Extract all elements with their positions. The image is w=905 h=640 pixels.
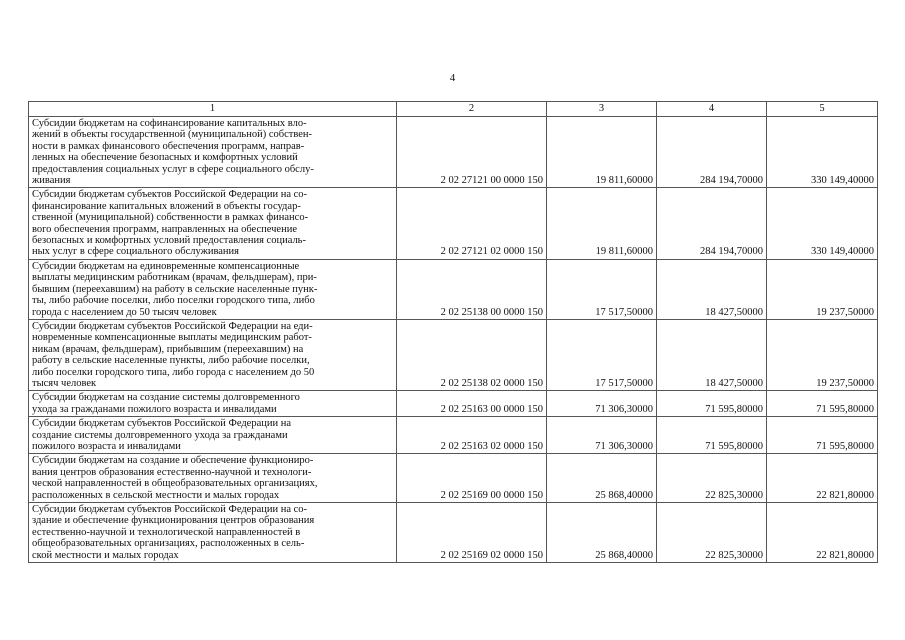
row-value-year-1: 17 517,50000 — [547, 319, 657, 390]
row-value-year-2: 22 825,30000 — [657, 454, 767, 503]
row-value-year-1: 25 868,40000 — [547, 503, 657, 563]
row-value-year-2: 284 194,70000 — [657, 117, 767, 188]
row-value-year-3: 19 237,50000 — [767, 319, 878, 390]
row-classification-code: 2 02 25169 00 0000 150 — [397, 454, 547, 503]
column-header: 1 — [29, 102, 397, 117]
row-classification-code: 2 02 27121 02 0000 150 — [397, 188, 547, 259]
row-classification-code: 2 02 27121 00 0000 150 — [397, 117, 547, 188]
table-row — [29, 259, 878, 319]
row-description: Субсидии бюджетам субъектов Российской Федерации на создание системы долговременного ухода за гражданами пожилого возраста и инвалидами — [29, 417, 397, 454]
table-row — [29, 503, 878, 563]
row-classification-code: 2 02 25163 02 0000 150 — [397, 417, 547, 454]
column-header: 4 — [657, 102, 767, 117]
row-value-year-3: 71 595,80000 — [767, 391, 878, 417]
table-row — [29, 454, 878, 503]
row-value-year-1: 71 306,30000 — [547, 417, 657, 454]
column-header: 3 — [547, 102, 657, 117]
row-value-year-2: 18 427,50000 — [657, 259, 767, 319]
table-row — [29, 117, 878, 188]
table-row — [29, 391, 878, 417]
row-classification-code: 2 02 25163 00 0000 150 — [397, 391, 547, 417]
row-value-year-3: 71 595,80000 — [767, 417, 878, 454]
row-classification-code: 2 02 25138 00 0000 150 — [397, 259, 547, 319]
row-value-year-1: 19 811,60000 — [547, 117, 657, 188]
row-value-year-3: 22 821,80000 — [767, 503, 878, 563]
row-description: Субсидии бюджетам субъектов Российской Федерации на со- здание и обеспечение функционирования центров образования естественно-научной и технологической направленностей в общеобразовательных организациях, расположенных в сель- ской местности и малых городах — [29, 503, 397, 563]
row-description: Субсидии бюджетам на софинансирование капитальных вло- жений в объекты государственной (муниципальной) собствен- ности в рамках финансового обеспечения программ, направ- ленных на обеспечение безопасных и комфортных условий предоставления социальных услуг в сфере социального обслу- живания — [29, 117, 397, 188]
table-header-row — [29, 102, 878, 117]
table-row — [29, 319, 878, 390]
row-value-year-2: 71 595,80000 — [657, 391, 767, 417]
column-header: 2 — [397, 102, 547, 117]
row-value-year-2: 284 194,70000 — [657, 188, 767, 259]
row-value-year-3: 330 149,40000 — [767, 117, 878, 188]
row-value-year-3: 330 149,40000 — [767, 188, 878, 259]
table-row — [29, 417, 878, 454]
table-row — [29, 188, 878, 259]
row-description: Субсидии бюджетам субъектов Российской Федерации на еди- новременные компенсационные выплаты медицинским работ- никам (врачам, фельдшерам), прибывшим (переехавшим) на работу в сельские населенные пункты, либо рабочие поселки, либо поселки городского типа, либо города с населением до 50 тысяч человек — [29, 319, 397, 390]
budget-table — [28, 101, 878, 563]
row-value-year-3: 19 237,50000 — [767, 259, 878, 319]
row-value-year-1: 25 868,40000 — [547, 454, 657, 503]
row-value-year-2: 71 595,80000 — [657, 417, 767, 454]
row-value-year-2: 18 427,50000 — [657, 319, 767, 390]
page-number: 4 — [449, 72, 456, 84]
row-description: Субсидии бюджетам на единовременные компенсационные выплаты медицинским работникам (врачам, фельдшерам), при- бывшим (переехавшим) на работу в сельские населенные пунк- ты, либо рабочие поселки, либо поселки городского типа, либо города с населением до 50 тысяч человек — [29, 259, 397, 319]
row-value-year-1: 17 517,50000 — [547, 259, 657, 319]
column-header: 5 — [767, 102, 878, 117]
row-description: Субсидии бюджетам на создание системы долговременного ухода за гражданами пожилого возраста и инвалидами — [29, 391, 397, 417]
row-classification-code: 2 02 25138 02 0000 150 — [397, 319, 547, 390]
row-value-year-1: 71 306,30000 — [547, 391, 657, 417]
row-value-year-1: 19 811,60000 — [547, 188, 657, 259]
row-description: Субсидии бюджетам на создание и обеспечение функциониро- вания центров образования естественно-научной и технологи- ческой направленностей в общеобразовательных организациях, расположенных в сельской местности и малых городах — [29, 454, 397, 503]
row-value-year-2: 22 825,30000 — [657, 503, 767, 563]
row-description: Субсидии бюджетам субъектов Российской Федерации на со- финансирование капитальных вложений в объекты государ- ственной (муниципальной) собственности в рамках финансо- вого обеспечения программ, направленных на обеспечение безопасных и комфортных условий предоставления социаль- ных услуг в сфере социального обслуживания — [29, 188, 397, 259]
row-value-year-3: 22 821,80000 — [767, 454, 878, 503]
row-classification-code: 2 02 25169 02 0000 150 — [397, 503, 547, 563]
